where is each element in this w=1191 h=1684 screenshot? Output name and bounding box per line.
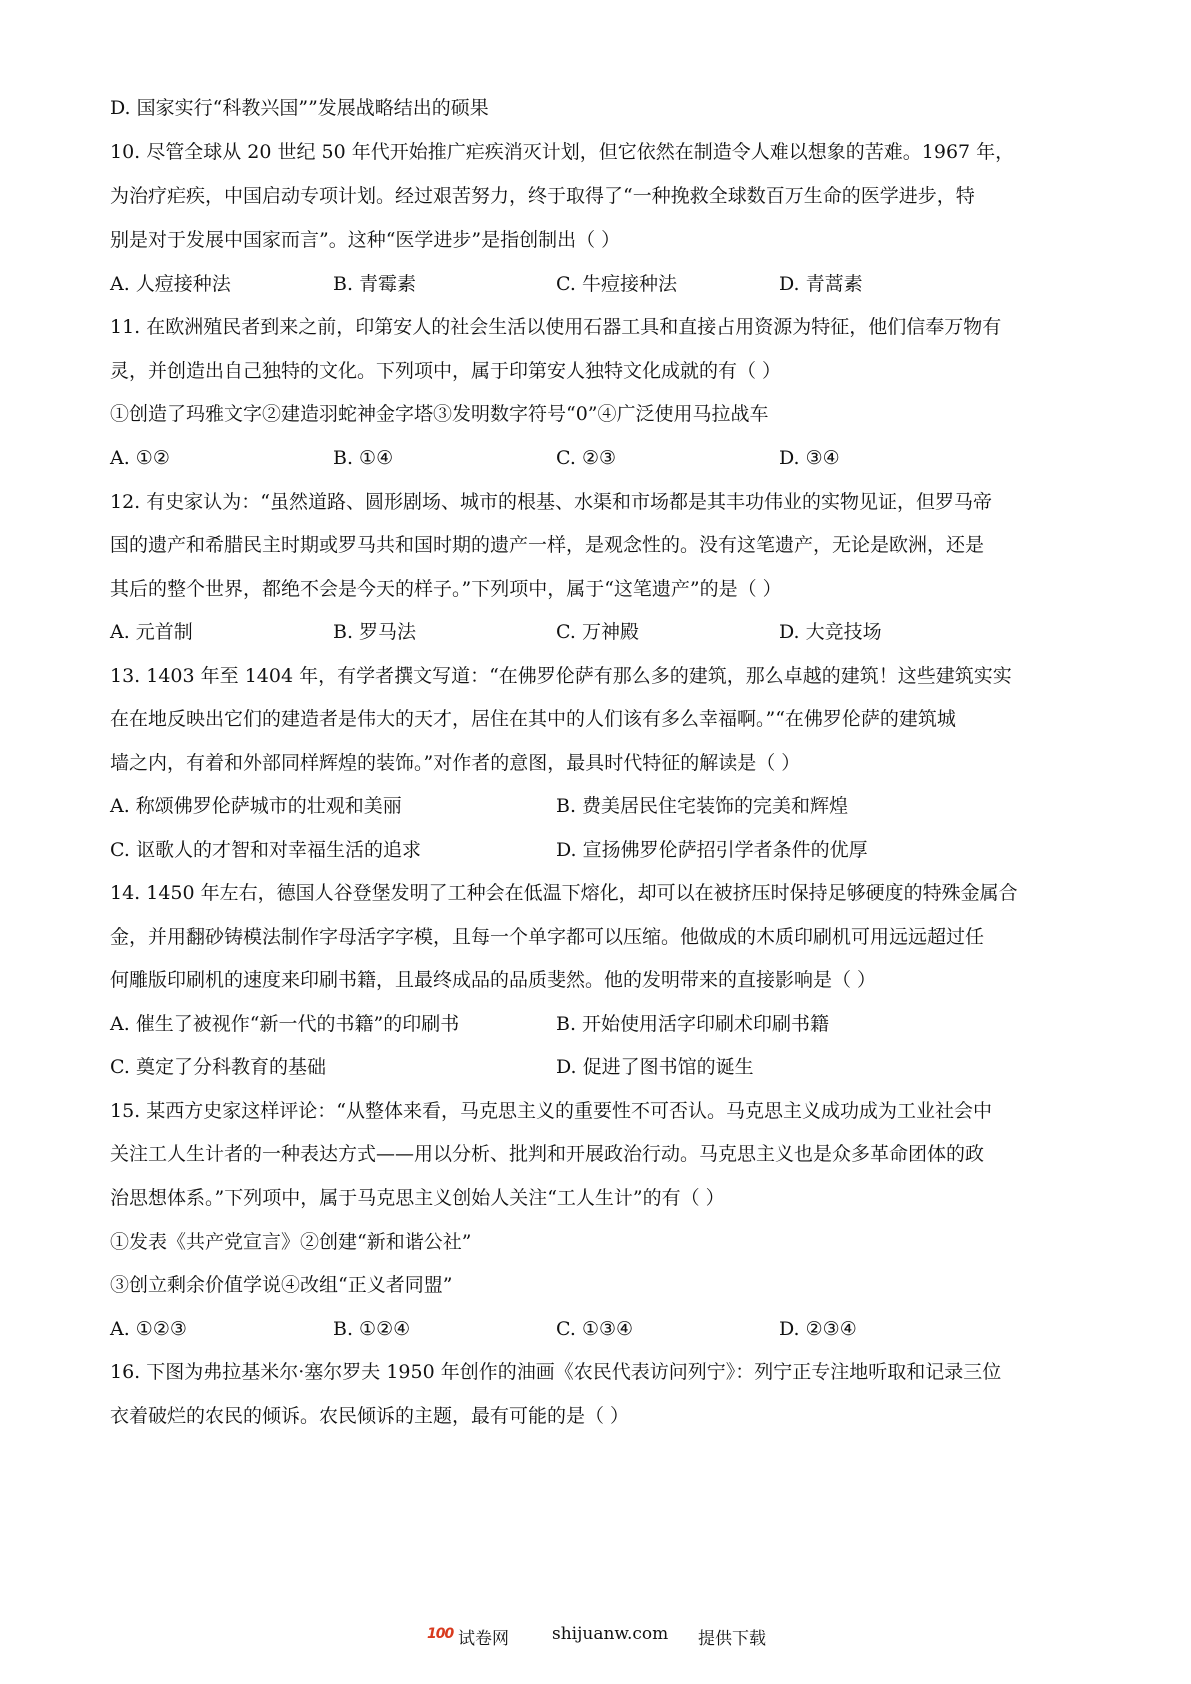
question-text-line: 别是对于发展中国家而言”。这种“医学进步”是指创制出（ ） bbox=[110, 229, 621, 251]
option-d[interactable]: D. 促进了图书馆的诞生 bbox=[556, 1056, 754, 1078]
option-c[interactable]: C. 牛痘接种法 bbox=[556, 273, 677, 295]
option-d[interactable]: D. 大竞技场 bbox=[779, 621, 882, 643]
question-text-line: 国的遗产和希腊民主时期或罗马共和国时期的遗产一样，是观念性的。没有这笔遗产，无论是欧洲，还是 bbox=[110, 534, 985, 556]
question-text-line: 在在地反映出它们的建造者是伟大的天才，居住在其中的人们该有多么幸福啊。”“在佛罗伦萨的建筑城 bbox=[110, 708, 956, 730]
page-footer bbox=[0, 1624, 1191, 1654]
option-d[interactable]: D. 宣扬佛罗伦萨招引学者条件的优厚 bbox=[556, 839, 868, 861]
option-b[interactable]: B. 开始使用活字印刷术印刷书籍 bbox=[556, 1013, 830, 1035]
question-text-line: 墙之内，有着和外部同样辉煌的装饰。”对作者的意图，最具时代特征的解读是（ ） bbox=[110, 752, 801, 774]
question-statements: ③创立剩余价值学说④改组“正义者同盟” bbox=[110, 1274, 453, 1296]
option-b[interactable]: B. ①②④ bbox=[333, 1318, 411, 1340]
option-b[interactable]: B. ①④ bbox=[333, 447, 394, 469]
question-text-line: 13. 1403 年至 1404 年，有学者撰文写道：“在佛罗伦萨有那么多的建筑，那么卓越的建筑！这些建筑实实 bbox=[110, 665, 1012, 687]
download-note: 提供下载 bbox=[698, 1629, 766, 1649]
option-c[interactable]: C. ②③ bbox=[556, 447, 617, 469]
question-text-line: 11. 在欧洲殖民者到来之前，印第安人的社会生活以使用石器工具和直接占用资源为特征，他们信奉万物有 bbox=[110, 316, 1002, 338]
question-text-line: 关注工人生计者的一种表达方式——用以分析、批判和开展政治行动。马克思主义也是众多革命团体的政 bbox=[110, 1143, 985, 1165]
question-text-line: 16. 下图为弗拉基米尔·塞尔罗夫 1950 年创作的油画《农民代表访问列宁》：列宁正专注地听取和记录三位 bbox=[110, 1361, 1002, 1383]
option-b[interactable]: B. 费美居民住宅装饰的完美和辉煌 bbox=[556, 795, 849, 817]
q9-option-d: D. 国家实行“科教兴国””发展战略结出的硕果 bbox=[110, 97, 489, 119]
question-text-line: 治思想体系。”下列项中，属于马克思主义创始人关注“工人生计”的有（ ） bbox=[110, 1187, 725, 1209]
option-a[interactable]: A. 催生了被视作“新一代的书籍”的印刷书 bbox=[110, 1013, 460, 1035]
option-d[interactable]: D. ②③④ bbox=[779, 1318, 857, 1340]
question-text-line: 何雕版印刷机的速度来印刷书籍，且最终成品的品质斐然。他的发明带来的直接影响是（ ） bbox=[110, 969, 877, 991]
option-c[interactable]: C. 讴歌人的才智和对幸福生活的追求 bbox=[110, 839, 421, 861]
option-a[interactable]: A. ①②③ bbox=[110, 1318, 187, 1340]
option-d[interactable]: D. 青蒿素 bbox=[779, 273, 863, 295]
option-a[interactable]: A. ①② bbox=[110, 447, 170, 469]
question-text-line: 其后的整个世界，都绝不会是今天的样子。”下列项中，属于“这笔遗产”的是（ ） bbox=[110, 578, 782, 600]
question-text-line: 金，并用翻砂铸模法制作字母活字字模，且每一个单字都可以压缩。他做成的木质印刷机可用远远超过任 bbox=[110, 926, 985, 948]
question-text-line: 14. 1450 年左右，德国人谷登堡发明了工种会在低温下熔化，却可以在被挤压时保持足够硬度的特殊金属合 bbox=[110, 882, 1018, 904]
option-d[interactable]: D. ③④ bbox=[779, 447, 840, 469]
site-url[interactable]: shijuanw.com bbox=[552, 1624, 669, 1644]
question-statements: ①创造了玛雅文字②建造羽蛇神金字塔③发明数字符号“0”④广泛使用马拉战车 bbox=[110, 403, 769, 425]
site-logo-text: 试卷网 bbox=[458, 1629, 509, 1649]
question-text-line: 衣着破烂的农民的倾诉。农民倾诉的主题，最有可能的是（ ） bbox=[110, 1405, 630, 1427]
question-text-line: 10. 尽管全球从 20 世纪 50 年代开始推广疟疾消灭计划，但它依然在制造令人难以想象的苦难。1967 年， bbox=[110, 141, 1015, 163]
question-statements: ①发表《共产党宣言》②创建“新和谐公社” bbox=[110, 1231, 472, 1253]
option-c[interactable]: C. ①③④ bbox=[556, 1318, 634, 1340]
question-text-line: 为治疗疟疾，中国启动专项计划。经过艰苦努力，终于取得了“一种挽救全球数百万生命的医学进步，特 bbox=[110, 185, 975, 207]
question-text-line: 灵，并创造出自己独特的文化。下列项中，属于印第安人独特文化成就的有（ ） bbox=[110, 360, 782, 382]
option-b[interactable]: B. 罗马法 bbox=[333, 621, 417, 643]
option-b[interactable]: B. 青霉素 bbox=[333, 273, 417, 295]
question-text-line: 12. 有史家认为：“虽然道路、圆形剧场、城市的根基、水渠和市场都是其丰功伟业的实物见证，但罗马帝 bbox=[110, 491, 992, 513]
option-c[interactable]: C. 奠定了分科教育的基础 bbox=[110, 1056, 326, 1078]
site-logo-icon: 100 bbox=[427, 1626, 454, 1642]
question-text-line: 15. 某西方史家这样评论：“从整体来看，马克思主义的重要性不可否认。马克思主义成功成为工业社会中 bbox=[110, 1100, 992, 1122]
option-a[interactable]: A. 称颂佛罗伦萨城市的壮观和美丽 bbox=[110, 795, 402, 817]
option-a[interactable]: A. 元首制 bbox=[110, 621, 193, 643]
option-a[interactable]: A. 人痘接种法 bbox=[110, 273, 231, 295]
option-c[interactable]: C. 万神殿 bbox=[556, 621, 639, 643]
